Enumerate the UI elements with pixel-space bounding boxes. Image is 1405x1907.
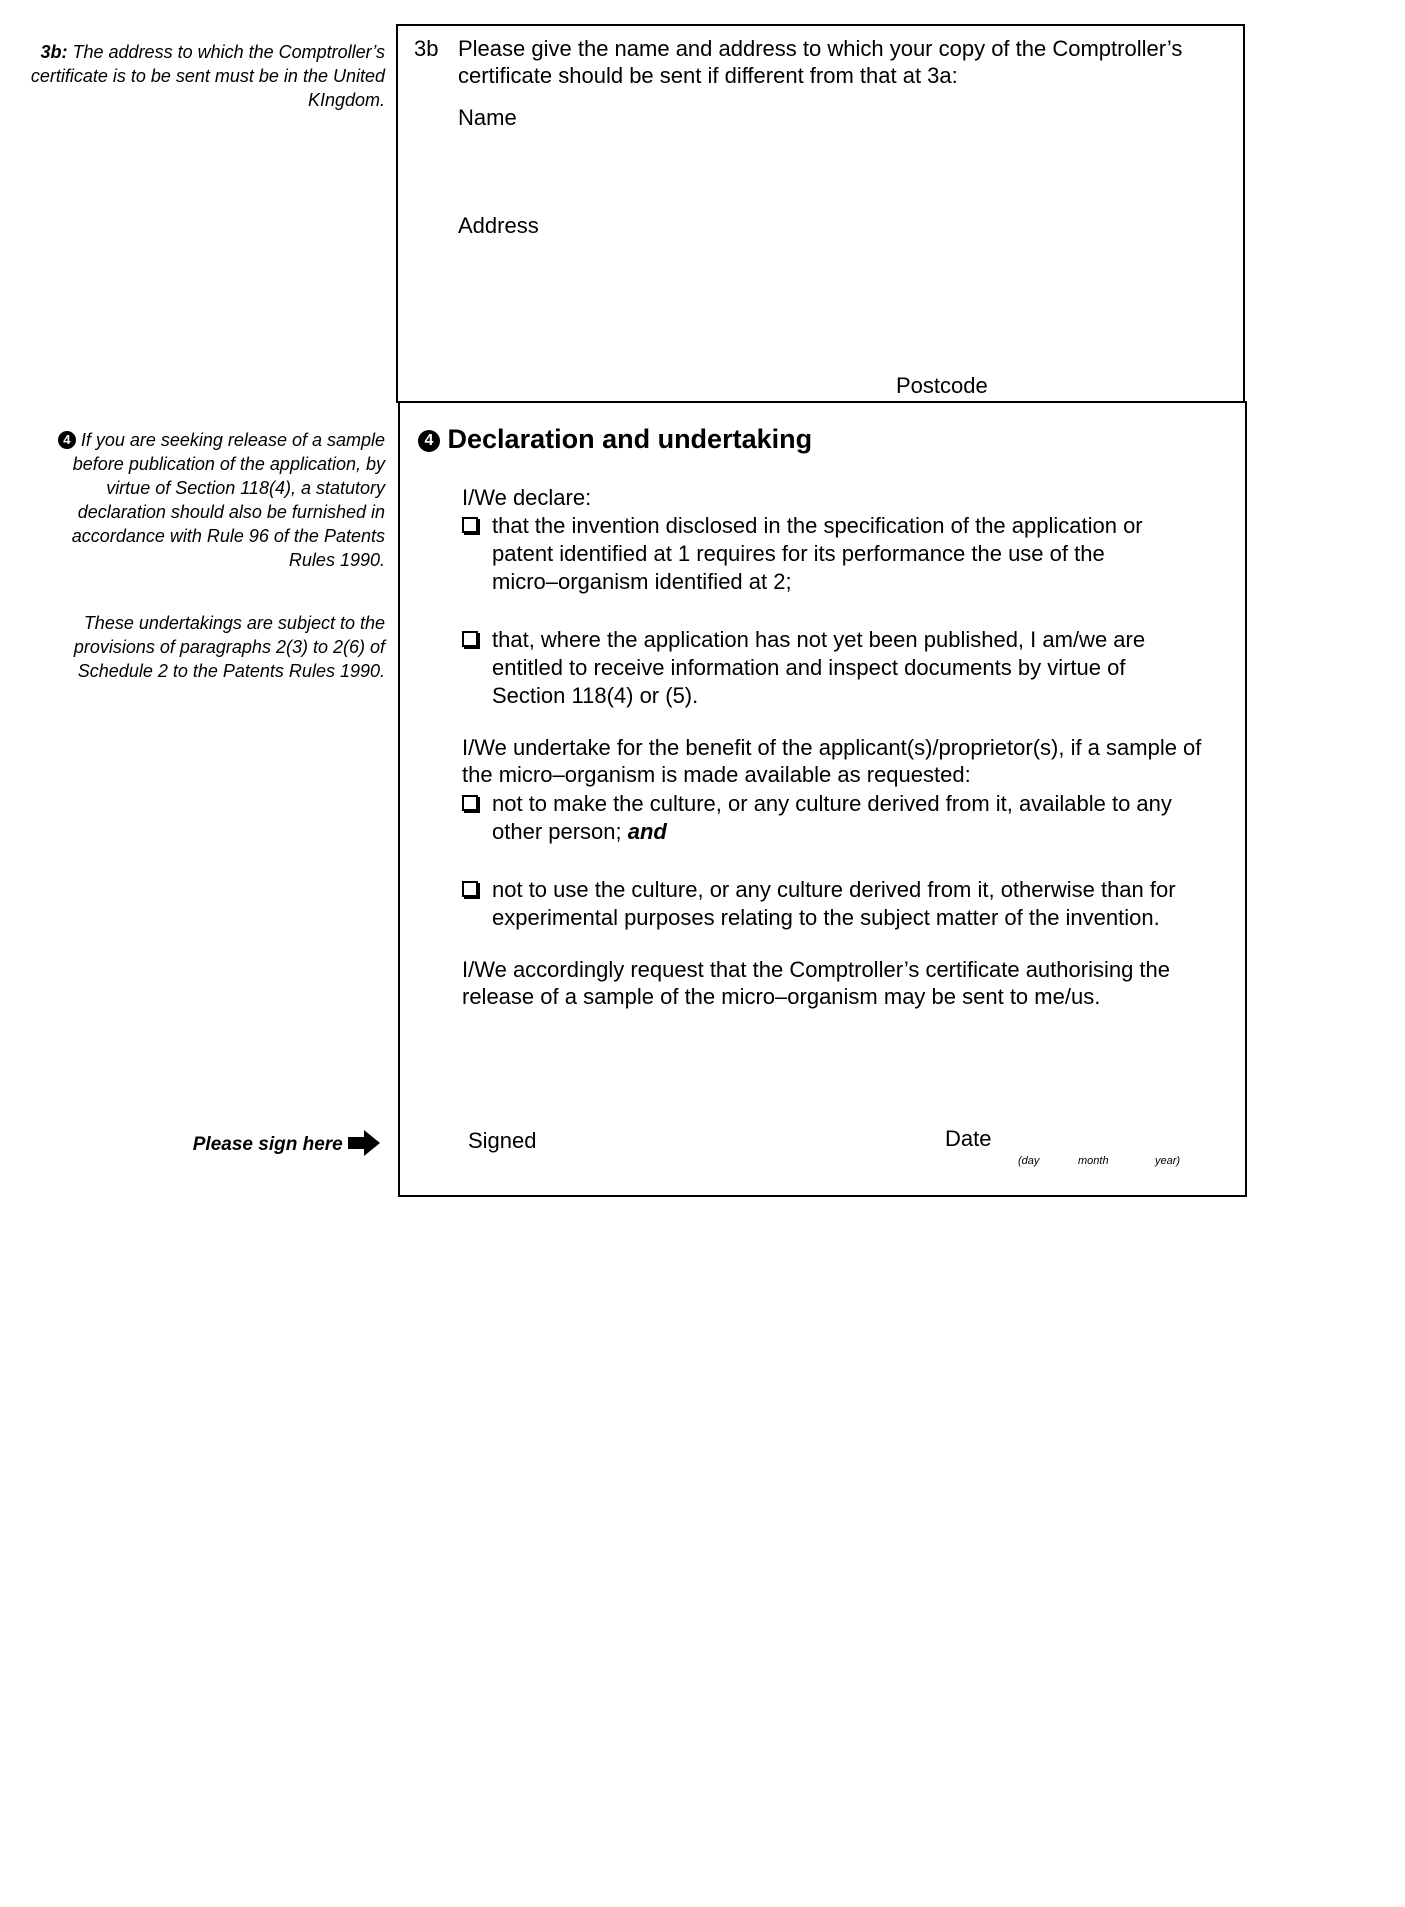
section-4-note-icon: 4 — [58, 431, 76, 449]
undertake-item-1-checkbox[interactable] — [462, 795, 478, 811]
note-4-text: If you are seeking release of a sample before publication of the application, by virtue of Section 118(4), a statutory declaration should also be furnished in accordance with Rule 96 of the Patents Rules 1990. — [71, 430, 385, 570]
declare-item-1[interactable] — [462, 512, 1143, 596]
section-4-heading-text: Declaration and undertaking — [447, 424, 813, 454]
undertake-line1: I/We undertake for the benefit of the applicant(s)/proprietor(s), if a sample of — [462, 735, 1202, 760]
undertake-item-1-line1: not to make the culture, or any culture derived from it, available to any — [492, 791, 1172, 816]
section-3b-prompt-line1: Please give the name and address to which your copy of the Comptroller’s — [458, 36, 1183, 61]
declare-item-1-line1: that the invention disclosed in the specification of the application or — [492, 513, 1143, 538]
undertake-item-1-line2-text: other person; — [492, 819, 628, 844]
sign-here-label: Please sign here — [192, 1134, 343, 1155]
note-3b-text: The address to which the Comptroller’s certificate is to be sent must be in the United KIngdom. — [30, 42, 385, 110]
declare-item-1-checkbox[interactable] — [462, 517, 478, 533]
declare-item-2-line3: Section 118(4) or (5). — [492, 683, 699, 708]
declare-item-1-line3: micro–organism identified at 2; — [492, 569, 792, 594]
undertake-item-1-and: and — [627, 819, 667, 844]
declare-item-2[interactable] — [462, 626, 1145, 710]
undertake-item-2[interactable] — [462, 876, 1176, 932]
undertake-line2: the micro–organism is made available as requested: — [462, 762, 971, 787]
undertake-item-2-checkbox[interactable] — [462, 881, 478, 897]
address-label[interactable]: Address — [458, 213, 539, 238]
section-4-icon: 4 — [418, 430, 440, 452]
undertake-item-1-line2 — [492, 818, 1172, 846]
undertake-item-1[interactable] — [462, 790, 1172, 846]
note-3b — [30, 40, 385, 112]
declare-intro: I/We declare: — [462, 485, 592, 510]
postcode-label[interactable]: Postcode — [896, 373, 988, 398]
undertake-item-2-line2: experimental purposes relating to the subject matter of the invention. — [492, 905, 1160, 930]
date-label[interactable]: Date — [945, 1126, 992, 1151]
undertake-item-2-line1: not to use the culture, or any culture derived from it, otherwise than for — [492, 877, 1176, 902]
declare-item-2-line2: entitled to receive information and inspect documents by virtue of — [492, 655, 1126, 680]
declare-item-2-checkbox[interactable] — [462, 631, 478, 647]
section-4-heading — [418, 424, 812, 455]
section-3b-prompt-line2: certificate should be sent if different from that at 3a: — [458, 63, 958, 88]
sign-here-pointer — [120, 1130, 380, 1158]
declare-item-2-line1: that, where the application has not yet been published, I am/we are — [492, 627, 1146, 652]
section-3b-number: 3b — [414, 36, 439, 61]
request-line1: I/We accordingly request that the Comptroller’s certificate authorising the — [462, 957, 1171, 982]
right-arrow-icon — [348, 1130, 380, 1156]
request-line2: release of a sample of the micro–organism may be sent to me/us. — [462, 984, 1101, 1009]
note-4 — [30, 428, 385, 572]
date-day-hint: (day — [1018, 1155, 1040, 1167]
name-label[interactable]: Name — [458, 105, 517, 130]
declare-item-1-line2: patent identified at 1 requires for its performance the use of the — [492, 541, 1105, 566]
note-undertakings — [30, 611, 385, 683]
signed-label[interactable]: Signed — [468, 1128, 537, 1153]
date-year-hint: year) — [1155, 1155, 1181, 1167]
note-undertakings-text: These undertakings are subject to the provisions of paragraphs 2(3) to 2(6) of Schedule 2 to the Patents Rules 1990. — [73, 613, 385, 681]
note-3b-label: 3b: — [40, 42, 68, 62]
date-month-hint: month — [1078, 1155, 1109, 1167]
